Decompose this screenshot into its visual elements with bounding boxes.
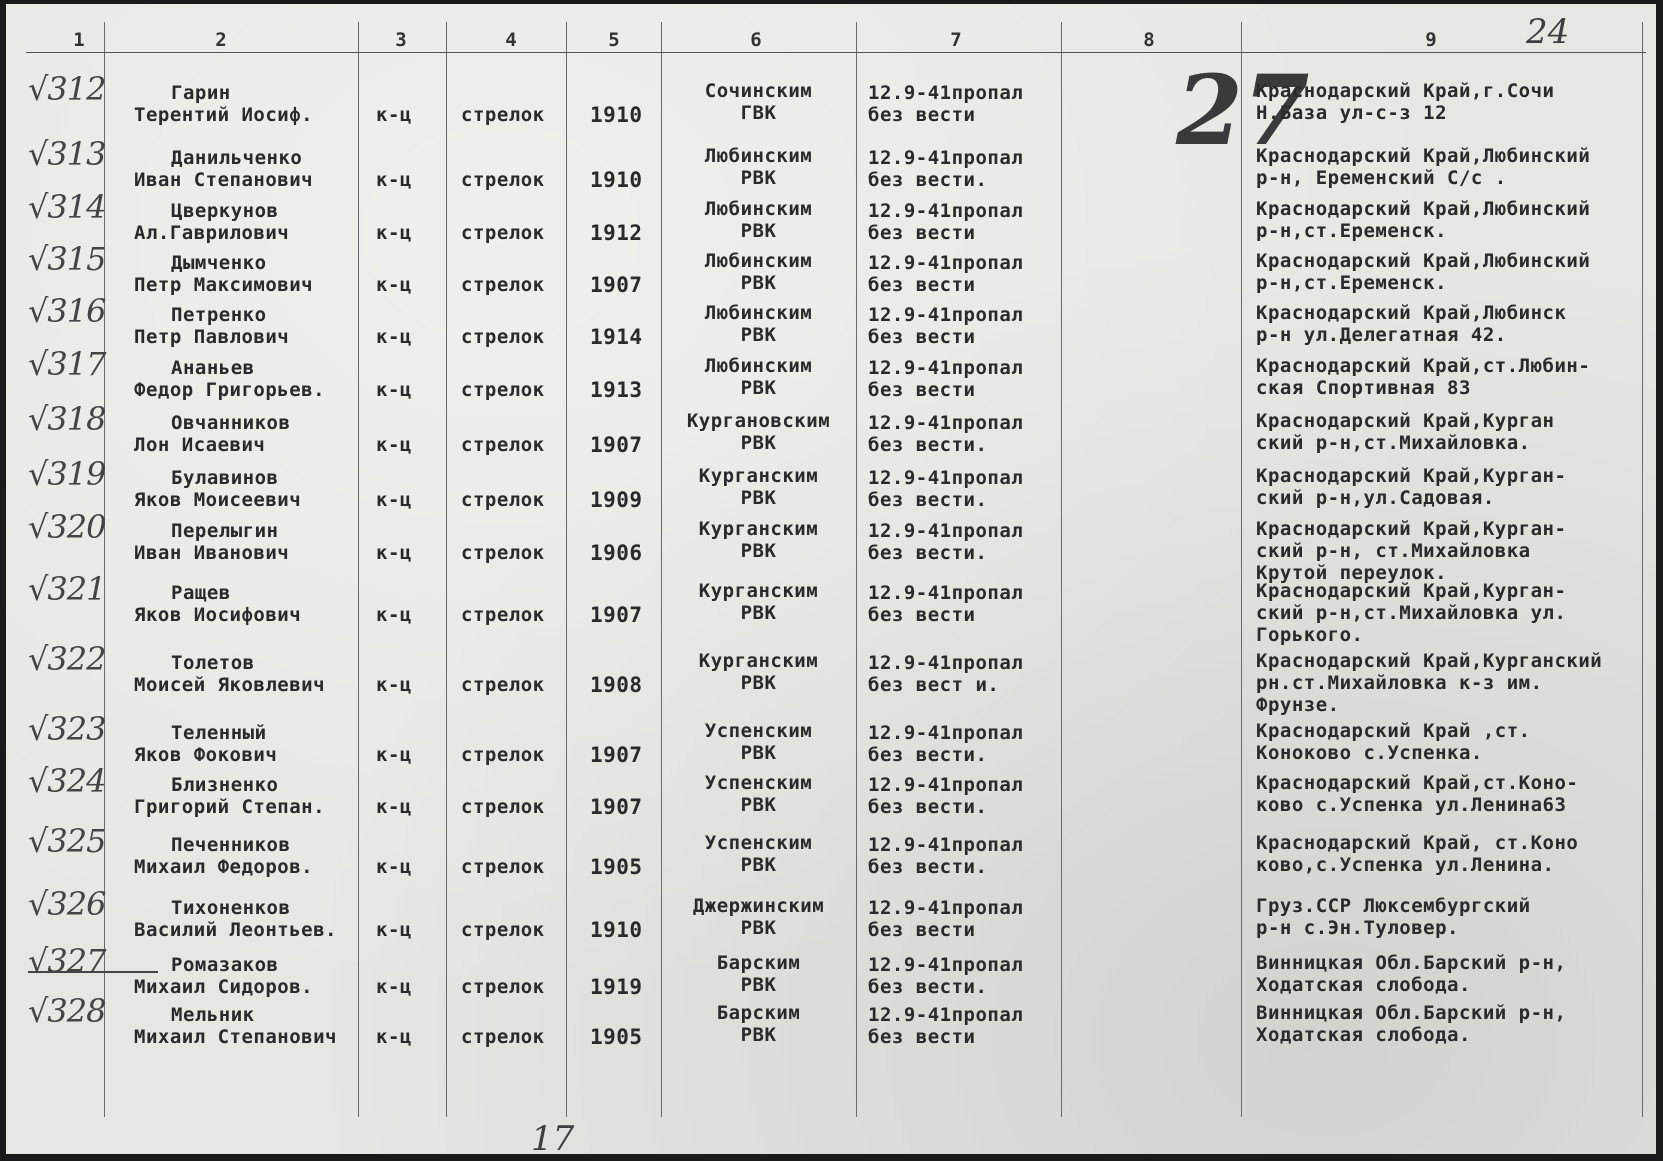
address-line-1: Краснодарский Край,Курган- [1256,518,1567,540]
birth-year: 1914 [590,325,643,349]
column-divider [856,22,857,1117]
surname: Мельник [171,1004,255,1026]
record-number: √321 [28,570,106,608]
surname: Близненко [171,774,279,796]
record-number: √312 [28,70,106,108]
rank: к-ц [376,674,412,696]
given-names: Лон Исаевич [134,434,266,456]
footer-note: 17 [531,1119,575,1159]
fate-status: без вести [868,379,976,401]
address-line-1: Краснодарский Край,ст.Любин- [1256,355,1591,377]
record-number: √319 [28,455,106,493]
column-number: 4 [505,29,517,51]
role: стрелок [461,222,545,244]
rank: к-ц [376,169,412,191]
birth-year: 1905 [590,1025,643,1049]
rank: к-ц [376,919,412,941]
column-divider [1642,22,1643,1117]
address-line-2: ково с.Успенка ул.Ленина63 [1256,794,1567,816]
given-names: Терентий Иосиф. [134,104,314,126]
fate-status: без вест и. [868,674,1000,696]
fate-status: без вести. [868,169,988,191]
column-number: 7 [950,29,962,51]
fate-status: без вести [868,1026,976,1048]
surname: Ананьев [171,357,255,379]
rank: к-ц [376,1026,412,1048]
rank: к-ц [376,796,412,818]
draft-office: Любинским [704,145,813,167]
role: стрелок [461,434,545,456]
address-line-2: рн.ст.Михайловка к-з им. [1256,672,1543,694]
address-line-1: Краснодарский Край,Любинский [1256,250,1591,272]
draft-office-type: РВК [740,487,777,509]
given-names: Яков Фокович [134,744,278,766]
surname: Булавинов [171,467,279,489]
page-number-note: 24 [1526,12,1570,52]
birth-year: 1907 [590,603,643,627]
given-names: Михаил Федоров. [134,856,314,878]
record-number: √323 [28,710,106,748]
birth-year: 1907 [590,795,643,819]
fate-date: 12.9-41пропал [868,954,1024,976]
fate-date: 12.9-41пропал [868,652,1024,674]
surname: Гарин [171,82,231,104]
column-number: 9 [1425,29,1437,51]
address-line-2: р-н, Еременский С/с . [1256,167,1507,189]
fate-status: без вести [868,222,976,244]
draft-office-type: РВК [740,974,777,996]
draft-office-type: РВК [740,324,777,346]
address-line-1: Краснодарский Край ,ст. [1256,720,1531,742]
rank: к-ц [376,274,412,296]
role: стрелок [461,326,545,348]
column-divider [358,22,359,1117]
address-line-2: Ходатская слобода. [1256,1024,1471,1046]
address-line-1: Краснодарский Край,г.Сочи [1256,80,1555,102]
given-names: Василий Леонтьев. [134,919,337,941]
draft-office: Курганским [698,650,819,672]
draft-office-type: РВК [740,742,777,764]
role: стрелок [461,379,545,401]
fate-status: без вести. [868,489,988,511]
header-rule [26,52,1646,53]
column-number: 5 [608,29,620,51]
role: стрелок [461,542,545,564]
birth-year: 1913 [590,378,643,402]
fate-date: 12.9-41пропал [868,1004,1024,1026]
fate-status: без вести [868,919,976,941]
fate-status: без вести. [868,796,988,818]
rank: к-ц [376,744,412,766]
draft-office-type: РВК [740,432,777,454]
surname: Теленный [171,722,267,744]
column-number: 1 [73,29,85,51]
fate-date: 12.9-41пропал [868,467,1024,489]
record-number: √313 [28,135,106,173]
fate-date: 12.9-41пропал [868,520,1024,542]
draft-office-type: РВК [740,272,777,294]
draft-office: Любинским [704,250,813,272]
rank: к-ц [376,326,412,348]
draft-office: Любинским [704,198,813,220]
rank: к-ц [376,434,412,456]
address-line-1: Краснодарский Край,Курган- [1256,465,1567,487]
surname: Ромазаков [171,954,279,976]
column-divider [566,22,567,1117]
record-number: √326 [28,885,106,923]
surname: Данильченко [171,147,303,169]
draft-office-type: РВК [740,220,777,242]
fate-date: 12.9-41пропал [868,357,1024,379]
given-names: Михаил Сидоров. [134,976,314,998]
given-names: Яков Иосифович [134,604,302,626]
address-line-2: р-н,ст.Еременск. [1256,272,1448,294]
fate-date: 12.9-41пропал [868,834,1024,856]
role: стрелок [461,604,545,626]
role: стрелок [461,744,545,766]
record-number: √318 [28,400,106,438]
role: стрелок [461,856,545,878]
surname: Ращев [171,582,231,604]
address-line-1: Краснодарский Край,Курганский [1256,650,1603,672]
rank: к-ц [376,542,412,564]
role: стрелок [461,796,545,818]
address-line-1: Груз.ССР Люксембургский [1256,895,1531,917]
given-names: Моисей Яковлевич [134,674,326,696]
draft-office: Успенским [704,772,813,794]
column-number: 2 [215,29,227,51]
fate-date: 12.9-41пропал [868,147,1024,169]
fate-status: без вести. [868,434,988,456]
surname: Печенников [171,834,291,856]
address-line-1: Краснодарский Край,Любинский [1256,198,1591,220]
address-line-2: Ходатская слобода. [1256,974,1471,996]
role: стрелок [461,169,545,191]
column-divider [446,22,447,1117]
fate-status: без вести [868,604,976,626]
address-line-2: ский р-н,ст.Михайловка. [1256,432,1531,454]
address-line-2: р-н,ст.Еременск. [1256,220,1448,242]
address-line-3: Крутой переулок. [1256,562,1448,584]
column-number: 8 [1143,29,1155,51]
fate-date: 12.9-41пропал [868,412,1024,434]
given-names: Михаил Степанович [134,1026,337,1048]
birth-year: 1909 [590,488,643,512]
draft-office: Любинским [704,355,813,377]
draft-office: Джержинским [692,895,825,917]
rank: к-ц [376,104,412,126]
given-names: Петр Павлович [134,326,290,348]
birth-year: 1907 [590,273,643,297]
role: стрелок [461,674,545,696]
draft-office-type: ГВК [740,102,777,124]
rank: к-ц [376,604,412,626]
fate-date: 12.9-41пропал [868,200,1024,222]
given-names: Яков Моисеевич [134,489,302,511]
birth-year: 1910 [590,918,643,942]
surname: Овчанников [171,412,291,434]
address-line-3: Фрунзе. [1256,694,1340,716]
record-number: √327 [28,942,106,980]
fate-date: 12.9-41пропал [868,252,1024,274]
address-line-2: ский р-н,ул.Садовая. [1256,487,1495,509]
address-line-1: Краснодарский Край,Любинский [1256,145,1591,167]
address-line-2: ково,с.Успенка ул.Ленина. [1256,854,1555,876]
role: стрелок [461,1026,545,1048]
surname: Перелыгин [171,520,279,542]
given-names: Григорий Степан. [134,796,326,818]
fate-status: без вести [868,104,976,126]
fate-status: без вести. [868,976,988,998]
draft-office: Барским [716,1002,801,1024]
column-divider [1061,22,1062,1117]
record-number: √325 [28,822,106,860]
birth-year: 1907 [590,433,643,457]
surname: Толетов [171,652,255,674]
surname: Цверкунов [171,200,279,222]
fate-date: 12.9-41пропал [868,897,1024,919]
address-line-3: Горького. [1256,624,1364,646]
birth-year: 1906 [590,541,643,565]
fate-date: 12.9-41пропал [868,304,1024,326]
rank: к-ц [376,489,412,511]
document-sheet [6,4,1656,1159]
fate-status: без вести [868,326,976,348]
rank: к-ц [376,379,412,401]
draft-office-type: РВК [740,1024,777,1046]
draft-office-type: РВК [740,854,777,876]
rank: к-ц [376,856,412,878]
address-line-1: Краснодарский Край,Курган- [1256,580,1567,602]
address-line-1: Краснодарский Край,Любинск [1256,302,1567,324]
draft-office: Курганским [698,465,819,487]
rank: к-ц [376,222,412,244]
draft-office: Сочинским [704,80,813,102]
address-line-1: Винницкая Обл.Барский р-н, [1256,1002,1567,1024]
birth-year: 1907 [590,743,643,767]
given-names: Иван Степанович [134,169,314,191]
record-number: √316 [28,292,106,330]
address-line-1: Винницкая Обл.Барский р-н, [1256,952,1567,974]
surname: Дымченко [171,252,267,274]
birth-year: 1910 [590,103,643,127]
fate-status: без вести. [868,856,988,878]
draft-office: Успенским [704,832,813,854]
given-names: Федор Григорьев. [134,379,326,401]
address-line-1: Краснодарский Край,ст.Коно- [1256,772,1579,794]
birth-year: 1908 [590,673,643,697]
address-line-2: ская Спортивная 83 [1256,377,1471,399]
draft-office: Барским [716,952,801,974]
draft-office: Курганским [698,580,819,602]
record-number: √322 [28,640,106,678]
fate-status: без вести [868,274,976,296]
record-number: √320 [28,508,106,546]
fate-date: 12.9-41пропал [868,82,1024,104]
birth-year: 1910 [590,168,643,192]
record-number: √317 [28,345,106,383]
address-line-2: р-н с.Эн.Туловер. [1256,917,1459,939]
fate-date: 12.9-41пропал [868,582,1024,604]
record-number: √315 [28,240,106,278]
surname: Петренко [171,304,267,326]
address-line-2: Н.База ул-с-з 12 [1256,102,1448,124]
draft-office: Любинским [704,302,813,324]
draft-office-type: РВК [740,540,777,562]
role: стрелок [461,104,545,126]
address-line-1: Краснодарский Край,Курган [1256,410,1555,432]
column-number: 3 [395,29,407,51]
role: стрелок [461,274,545,296]
record-number: √324 [28,762,106,800]
draft-office-type: РВК [740,602,777,624]
fate-status: без вести. [868,744,988,766]
role: стрелок [461,489,545,511]
draft-office-type: РВК [740,167,777,189]
draft-office: Курганским [698,518,819,540]
column-divider [661,22,662,1117]
record-number: √328 [28,992,106,1030]
column-divider [1241,22,1242,1117]
role: стрелок [461,976,545,998]
fate-date: 12.9-41пропал [868,722,1024,744]
draft-office-type: РВК [740,794,777,816]
large-handwritten-note: 27 [1176,54,1310,167]
draft-office-type: РВК [740,377,777,399]
address-line-2: ский р-н,ст.Михайловка ул. [1256,602,1567,624]
draft-office: Успенским [704,720,813,742]
draft-office: Кургановским [686,410,831,432]
birth-year: 1912 [590,221,643,245]
given-names: Петр Максимович [134,274,314,296]
draft-office-type: РВК [740,917,777,939]
given-names: Ал.Гаврилович [134,222,290,244]
record-number: √314 [28,188,106,226]
column-number: 6 [750,29,762,51]
birth-year: 1919 [590,975,643,999]
address-line-1: Краснодарский Край, ст.Коно [1256,832,1579,854]
surname: Тихоненков [171,897,291,919]
address-line-2: ский р-н, ст.Михайловка [1256,540,1531,562]
role: стрелок [461,919,545,941]
fate-date: 12.9-41пропал [868,774,1024,796]
draft-office-type: РВК [740,672,777,694]
address-line-2: Коноково с.Успенка. [1256,742,1483,764]
rank: к-ц [376,976,412,998]
birth-year: 1905 [590,855,643,879]
address-line-2: р-н ул.Делегатная 42. [1256,324,1507,346]
fate-status: без вести. [868,542,988,564]
given-names: Иван Иванович [134,542,290,564]
